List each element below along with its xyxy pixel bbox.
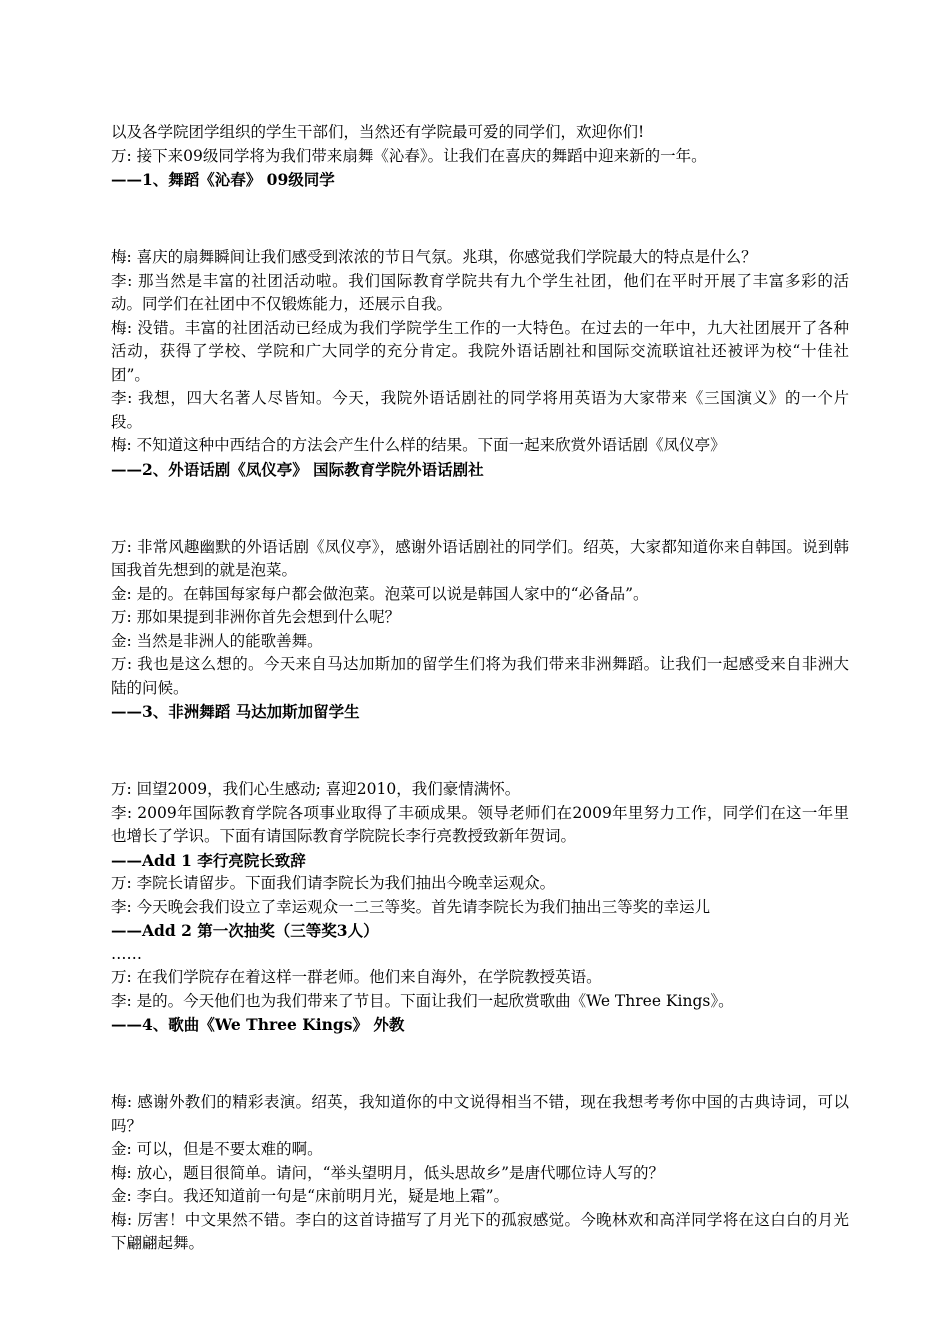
dialogue-paragraph: 金: 当然是非洲人的能歌善舞。 xyxy=(111,631,323,650)
blank-line xyxy=(111,739,849,763)
dialogue-paragraph: 李: 2009年国际教育学院各项事业取得了丰硕成果。领导老师们在2009年里努力工作，同学们在这一年里也增长了学识。下面有请国际教育学院院长李行亮教授致新年贺词。 xyxy=(111,803,849,845)
dialogue-paragraph: 金: 可以，但是不要太难的啊。 xyxy=(111,1140,323,1158)
dialogue-paragraph: 万: 在我们学院存在着这样一群老师。他们来自海外，在学院教授英语。 xyxy=(111,968,602,986)
dialogue-paragraph: 梅: 感谢外教们的精彩表演。绍英，我知道你的中文说得相当不错，现在我想考考你中国的古典诗词，可以吗？ xyxy=(111,1093,849,1135)
blank-line xyxy=(111,207,849,231)
dialogue-paragraph: 以及各学院团学组织的学生干部们，当然还有学院最可爱的同学们，欢迎你们! xyxy=(111,123,645,141)
document-body xyxy=(111,121,849,1256)
program-heading: ——2、外语话剧《凤仪亭》 国际教育学院外语话剧社 xyxy=(111,459,484,479)
dialogue-paragraph: 李: 我想，四大名著人尽皆知。今天，我院外语话剧社的同学将用英语为大家带来《三国演义》的一个片段。 xyxy=(111,389,849,431)
dialogue-paragraph: 李: 是的。今天他们也为我们带来了节目。下面让我们一起欣赏歌曲《We Three Kings》。 xyxy=(111,991,734,1010)
dialogue-paragraph: 梅: 不知道这种中西结合的方法会产生什么样的结果。下面一起来欣赏外语话剧《凤仪亭》 xyxy=(111,436,726,454)
program-heading: ——1、舞蹈《沁春》 09级同学 xyxy=(111,170,335,189)
program-heading: ——3、非洲舞蹈 马达加斯加留学生 xyxy=(111,702,360,721)
dialogue-paragraph: 万: 非常风趣幽默的外语话剧《凤仪亭》，感谢外语话剧社的同学们。绍英，大家都知道你来自韩国。说到韩国我首先想到的就是泡菜。 xyxy=(111,537,849,579)
blank-line xyxy=(111,1052,849,1076)
dialogue-paragraph: 梅: 没错。丰富的社团活动已经成为我们学院学生工作的一大特色。在过去的一年中，九大社团展开了各种活动，获得了学校、学院和广大同学的充分肯定。我院外语话剧社和国际交流联谊社还被评为校“十佳社团”。 xyxy=(111,318,849,384)
blank-line xyxy=(111,497,849,521)
dialogue-paragraph: 梅: 放心，题目很简单。请问，“举头望明月，低头思故乡”是唐代哪位诗人写的？ xyxy=(111,1163,664,1182)
dialogue-paragraph: 金: 李白。我还知道前一句是“床前明月光，疑是地上霜”。 xyxy=(111,1187,509,1205)
dialogue-paragraph: 李: 那当然是丰富的社团活动啦。我们国际教育学院共有九个学生社团，他们在平时开展了丰富多彩的活动。同学们在社团中不仅锻炼能力，还展示自我。 xyxy=(111,271,849,313)
dialogue-paragraph: 梅: 厉害！中文果然不错。李白的这首诗描写了月光下的孤寂感觉。今晚林欢和高洋同学将在这白白的月光下翩翩起舞。 xyxy=(111,1210,849,1252)
dialogue-paragraph: 万: 李院长请留步。下面我们请李院长为我们抽出今晚幸运观众。 xyxy=(111,874,556,892)
program-heading: ——Add 1 李行亮院长致辞 xyxy=(111,850,306,870)
dialogue-paragraph: 梅: 喜庆的扇舞瞬间让我们感受到浓浓的节日气氛。兆琪，你感觉我们学院最大的特点是什么？ xyxy=(111,248,757,266)
dialogue-paragraph: 金: 是的。在韩国每家每户都会做泡菜。泡菜可以说是韩国人家中的“必备品”。 xyxy=(111,584,649,603)
dialogue-paragraph: 万: 那如果提到非洲你首先会想到什么呢？ xyxy=(111,608,401,626)
dialogue-paragraph: 万: 回望2009，我们心生感动; 喜迎2010，我们豪情满怀。 xyxy=(111,780,521,798)
program-heading: ——4、歌曲《We Three Kings》 外教 xyxy=(111,1015,405,1034)
dialogue-paragraph: 万: 我也是这么想的。今天来自马达加斯加的留学生们将为我们带来非洲舞蹈。让我们一起感受来自非洲大陆的问候。 xyxy=(111,655,849,697)
dialogue-paragraph: …… xyxy=(111,944,142,963)
program-heading: ——Add 2 第一次抽奖（三等奖3人） xyxy=(111,921,379,940)
dialogue-paragraph: 李: 今天晚会我们设立了幸运观众一二三等奖。首先请李院长为我们抽出三等奖的幸运儿 xyxy=(111,897,711,916)
dialogue-paragraph: 万: 接下来09级同学将为我们带来扇舞《沁春》。让我们在喜庆的舞蹈中迎来新的一年。 xyxy=(111,146,707,165)
